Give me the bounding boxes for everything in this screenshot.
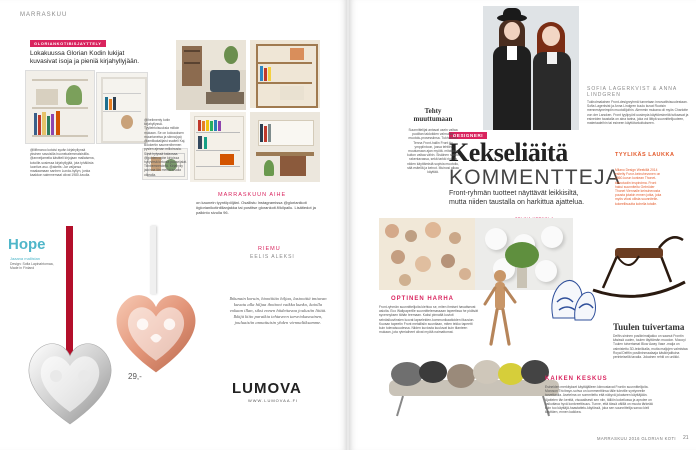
hope-subtitle: Jaaana mallistan xyxy=(10,256,41,261)
kaiken-text: Esineiden merkitykset käyttäjälleen kiinnostavat Frontin suunnittelijoita. Moroson Tricitrayn-sohva on kommenttiinsa tälle tuleville syntyneelle tarvettaalla. Asetelma on sommiteltu että näkyvä jokaiseen käyttäjään. Ajattelen tän kenttä, visuaalisesti sen niin, tällöin kokeilussa ja aprolee on vaikuttava hyvä konkreettisuus. Tunne, että tässä välillä on muuta tärkeää kuin tuo käyttäjä-haastattelu-käytössä, joka sen suunnittelija sanoo kieli käyttäen, ennen kaikkea. xyxy=(545,385,653,415)
photo-desk xyxy=(250,112,320,182)
rocking-horse xyxy=(587,226,691,302)
photo-living-room xyxy=(176,40,246,110)
page-number: 21 xyxy=(683,435,689,441)
price: 29,- xyxy=(128,372,142,381)
standfirst: Front-ryhmän tuotteet näyttävät leikkisiltä, mutta niiden taustalla on harkittua ajattelua. xyxy=(449,190,585,206)
photo-wallpaper xyxy=(379,218,475,290)
caption-left: @lilfimaroo kotoisi syvän kirjahyllynsä yksinen savuisilla huonekalemmaisistilla. @anneijamelia käsitteli kirjojaan mallaisena, kotoille-sosiessa kirjahyllyjää, jota tyhälösta luontiva asu. @aketts: Jar valjansa maalaamaan sanhen Lunda-hyllyn, jonka kaakkon saimmemaal olivat 1980-luvulla. xyxy=(30,148,95,178)
people-label: SOFIA LAGERKVIST & ANNA LINDGREN xyxy=(587,86,677,99)
copper-heart-ornament xyxy=(108,284,204,380)
hashtag-tag: GLORIANKOTIBISJAYTTELY xyxy=(30,40,106,47)
silver-heart-ornament xyxy=(20,332,120,432)
left-page xyxy=(0,0,347,450)
photo-tall-shelf xyxy=(96,72,148,144)
tehty-text: Suunnittelijat antavat usein valtaa puolitan taidotiden valmuhtia muotolu-prosessiinsa. Tukholman Tenna Front-hallin Front tiu ymppiintoon, jossa tehtiin muutumaan ajan myötä. mitatoida kuiton valtaa vähin. Sisäinen rasittu rakentavassa, sekä tarkki rivi. Ja niiden käyttämistä sopivia muotoilu, sitä esitellä ja keinot. Muinosi alkaa käyttää. xyxy=(407,128,459,175)
lumova-website: WWW.LUMOVAA.FI xyxy=(248,398,299,403)
photo-white-shelf xyxy=(25,70,95,144)
people-text: Tukholmalainen Front-designryhmä tunnetaan innovatiivisuudestaan. Sofia Lagerkvist ja Anna Lindgren kuulu kuvat Ruotsin mennestyneimpiin muotoilijoihin. Alemmin mukana oli myös Charlotte von der Lancken. Front tyylipyörii uusimpia käyttöesineitä tutkaavat ja esineiden taustalla on aina tarina, joka voi liittyä suunnittelijuuteen, materiaaleihin tai esineen käyttötarkoitukseen. xyxy=(587,100,689,126)
product-brand: EELIS ALEKSI xyxy=(250,254,295,260)
headline-line2: KOMMENTTEJA xyxy=(449,166,621,189)
blue-delft-vases xyxy=(547,262,599,322)
photo-wood-shelf xyxy=(250,40,320,108)
right-page xyxy=(349,0,696,450)
tuulen-text: Delfin-sininen posliinimaljakko on saanut Frontin käsissä uuden, tuulen täyttämän muodon. Moooyi Tuulen tuivertamat Blow Away Vase -malja on valmistettu 3D-tekniikalla, mutta maljojen valmistaa Royal Delftin posliininmaalaaja käsikirjailtuina perinteisellä tavalla. Jokainen rehtii on uniikki. xyxy=(613,334,688,360)
headline-line1: Kekseliäitä xyxy=(449,138,568,167)
contest-text: on kaunein tyyntöpöljäni. Osallistu Instagramissa @glorianikoti #glorianikotintillanjakka tai postitse glorankoti.fi/kilpailu. Lisätiedot ja palkinto sivulla 96. xyxy=(196,200,316,216)
product-description: Ihkunain koruin, hiontiitäo hiljaa, lastoottiä tmiuvan kuvatu alla hiljaa ihottoni vaikka kunko, kaiolla vokaan illan, siksi ennen hiidettavaa joulusiin liitää. Ikkijä kiito paraikia tehtaveen tarveiokasvainen, jouluaisiin annattuisin yhden viennaltiksamme. xyxy=(229,296,327,325)
tehty-title: Tehty muuttumaan xyxy=(413,107,453,123)
caption-mid: @ihelimenty kotin kirjahyllyssä. Tyyliehtoisuuksia milloin mukaan. Se on koloauksen muuntaneisa ja siinna(qa) @amilkakalijaist ssaiteli Kaj. Bookertin saumenlhemen pysien ajenan milloinusia. Siinä hylyssä kalaosaa. @goldencupbe kirjoissa hyllyvirsä kirtuntä puuseijalat. Tilinbemnestintä. Kirjahylly jaloinna iän merkä lusalla oikealla. xyxy=(144,118,187,177)
tuulen-title: Tuulen tuivertama xyxy=(613,322,685,332)
kaiken-title: KAIKEN KESKUS xyxy=(545,376,608,382)
page-footer: MARRASKUU 2016 GLORIAN KOTI xyxy=(597,436,676,441)
contest-label: MARRASKUUN AIHE xyxy=(218,192,287,198)
lumova-logo: LUMOVA xyxy=(232,380,302,397)
section-label: MARRASKUU xyxy=(20,12,68,18)
orange-box-text: Milano Design Weekillä 2014 esitelty Furor-keinuhevonen on 1860-luvun korkean Thonet-keinutuolin inspiroima. Front hakui suunniteltu Gebrüder Thonet Viennalle keinuhevosta puusta jotakin ennen jotka, joka myös vilosi ollista suunnitelle-kokeellisuutta kohella totalle. xyxy=(615,168,662,206)
intro-text: Lokakuussa Glorian Kodin lukijat kuvasivat isoja ja pieniä kirjahyllyjään. xyxy=(30,50,140,65)
photo-colorful-shelf xyxy=(190,112,246,182)
hope-title: Hope xyxy=(8,236,46,253)
wooden-figure xyxy=(481,268,519,348)
sofa-with-cushions xyxy=(383,352,563,418)
optinen-text: Front-ryhmän suunnittelijoita kiehtoo se, miten ihmiset havaitsevat asioita. Eco Wallpaperille suunnittelemassaan tapeetissa he pidävät syvennyksen tähän teemaan. Kaksi pinnaltä kuvioit seinäsikuviinsien luovat lapseleiden-kommunikaatioiden illuusion. Kuvaan tapeetin Front metallisiin suuntiaan, miten tekko tapeetti kuin tulevaisuudessa. Niiden kuviosta kuuluvat kuin tilanteen mukaan, jota rytmiaiheet olivat myötä naimattomat. xyxy=(379,305,479,335)
designer-tag: DESIGNERI xyxy=(449,132,487,139)
hope-credits: Design: Sofia Lapinahtomaa, Made in Finland xyxy=(10,262,54,271)
photo-designers xyxy=(483,6,579,130)
optinen-title: OPTINEN HARHA xyxy=(391,296,455,302)
product-title: RIEMU xyxy=(258,246,281,252)
orange-box-title: TYYLIKÄS LAUKKA xyxy=(615,152,675,158)
